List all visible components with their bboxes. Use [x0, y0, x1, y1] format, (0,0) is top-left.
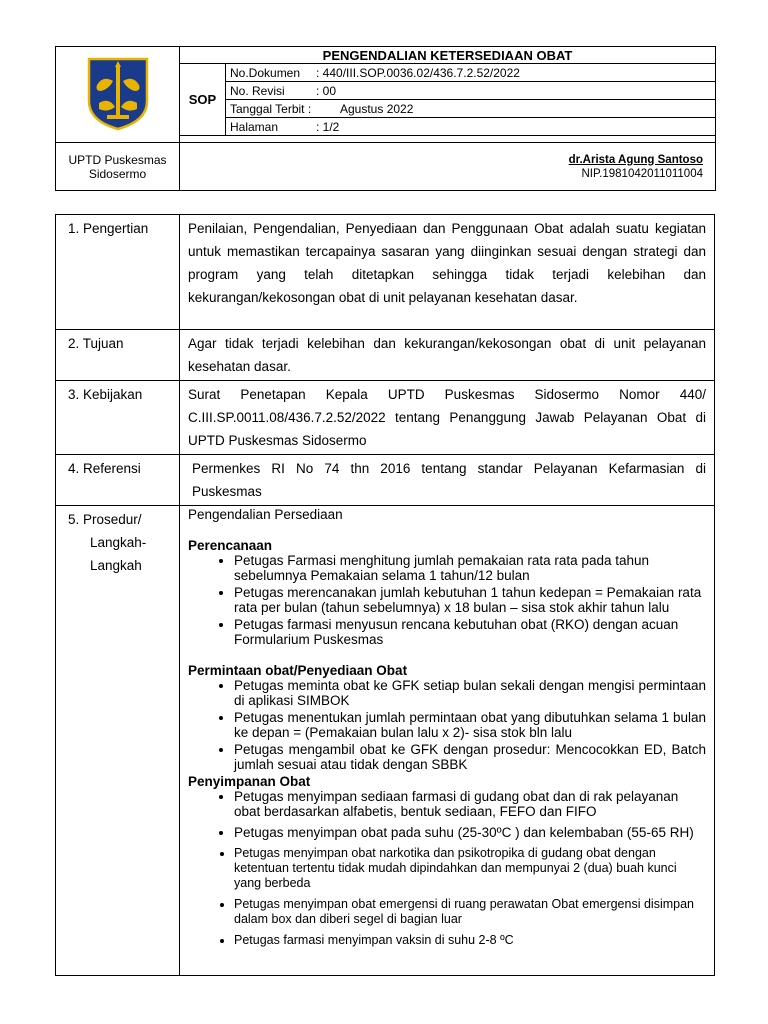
list-item: • Petugas farmasi menyusun rencana kebutuhan obat (RKO) dengan acuan Formularium Puskesmas — [234, 617, 706, 647]
permintaan-list — [188, 678, 706, 772]
signature-block — [180, 143, 716, 191]
list-item: • Petugas menyimpan sediaan farmasi di gudang obat dan di rak pelayanan obat berdasarkan alfabetis, bentuk sediaan, FEFO dan FIFO — [234, 789, 706, 819]
document-title: PENGENDALIAN KETERSEDIAAN OBAT — [180, 47, 716, 64]
label-tujuan: 2. Tujuan — [56, 330, 180, 381]
text-referensi: Permenkes RI No 74 thn 2016 tentang standar Pelayanan Kefarmasian di Puskesmas — [180, 455, 715, 506]
label-referensi: 4. Referensi — [56, 455, 180, 506]
doc-number-value: : 440/III.SOP.0036.02/436.7.2.52/2022 — [316, 65, 520, 80]
permintaan-title: Permintaan obat/Penyediaan Obat — [188, 663, 408, 678]
label-kebijakan: 3. Kebijakan — [56, 381, 180, 455]
prosedur-intro: Pengendalian Persediaan — [188, 507, 343, 522]
org-name-line1: UPTD Puskesmas — [68, 152, 167, 167]
row-kebijakan — [56, 381, 715, 455]
row-prosedur — [56, 506, 715, 976]
sop-label: SOP — [180, 64, 226, 136]
logo-cell — [56, 47, 180, 143]
list-item: • Petugas merencanakan jumlah kebutuhan 1 tahun kedepan = Pemakaian rata rata per bulan (tahun sebelumnya) x 18 bulan – sisa stok akhir tahun lalu — [234, 585, 706, 615]
penyimpanan-list — [188, 789, 706, 948]
sop-header — [55, 46, 716, 191]
page-row — [226, 118, 716, 136]
header-spacer — [180, 136, 716, 143]
org-name — [56, 143, 180, 191]
list-item: • Petugas meminta obat ke GFK setiap bulan sekali dengan mengisi permintaan di aplikasi SIMBOK — [234, 678, 706, 708]
date-label: Tanggal Terbit : — [230, 101, 312, 116]
sop-body — [55, 214, 715, 976]
perencanaan-list — [188, 553, 706, 647]
row-pengertian — [56, 215, 715, 330]
date-value: Agustus 2022 — [340, 101, 414, 116]
text-prosedur — [180, 506, 715, 976]
list-item: • Petugas menyimpan obat emergensi di ruang perawatan Obat emergensi disimpan dalam box dan diberi segel di bagian luar — [234, 897, 706, 927]
row-tujuan — [56, 330, 715, 381]
doc-number-label: No.Dokumen — [230, 65, 301, 80]
list-item: • Petugas mengambil obat ke GFK dengan prosedur: Mencocokkan ED, Batch jumlah sesuai atau tidak dengan SBBK — [234, 742, 706, 772]
page-value: : 1/2 — [316, 119, 340, 134]
signer-name: dr.Arista Agung Santoso — [568, 153, 703, 166]
surabaya-emblem-icon — [83, 55, 153, 131]
list-item: • Petugas menentukan jumlah permintaan obat yang dibutuhkan selama 1 bulan ke depan = (Pemakaian bulan lalu x 2)- sisa stok bln lalu — [234, 710, 706, 740]
page-label: Halaman — [230, 119, 279, 134]
label-prosedur-line1: 5. Prosedur/ — [68, 512, 142, 527]
perencanaan-title: Perencanaan — [188, 538, 273, 553]
org-name-line2: Sidosermo — [88, 166, 147, 181]
text-kebijakan: Surat Penetapan Kepala UPTD Puskesmas Sidosermo Nomor 440/ C.III.SP.0011.08/436.7.2.52/2022 tentang Penanggung Jawab Pelayanan Obat di UPTD Puskesmas Sidosermo — [180, 381, 715, 455]
doc-number-row — [226, 64, 716, 82]
list-item: • Petugas Farmasi menghitung jumlah pemakaian rata rata pada tahun sebelumnya Pemakaian selama 1 tahun/12 bulan — [234, 553, 706, 583]
signer-nip: NIP.1981042011011004 — [581, 167, 703, 180]
row-referensi — [56, 455, 715, 506]
label-pengertian: 1. Pengertian — [56, 215, 180, 330]
list-item: • Petugas menyimpan obat narkotika dan psikotropika di gudang obat dengan ketentuan tertentu tidak mudah dipindahkan dan mempunyai 2 (dua) buah kunci yang berbeda — [234, 846, 706, 891]
revision-label: No. Revisi — [230, 83, 285, 98]
revision-value: : 00 — [316, 83, 337, 98]
label-prosedur-line2: Langkah- — [90, 535, 147, 550]
revision-row — [226, 82, 716, 100]
text-pengertian: Penilaian, Pengendalian, Penyediaan dan Penggunaan Obat adalah suatu kegiatan untuk memastikan tercapainya sasaran yang diinginkan sesuai dengan strategi dan program yang telah ditetapkan sehingga tidak terjadi kelebihan dan kekurangan/kekosongan obat di unit pelayanan kesehatan dasar. — [180, 215, 715, 330]
label-prosedur — [56, 506, 180, 976]
date-row — [226, 100, 716, 118]
penyimpanan-title: Penyimpanan Obat — [188, 774, 311, 789]
label-prosedur-line3: Langkah — [90, 558, 142, 573]
list-item: • Petugas menyimpan obat pada suhu (25-30ºC ) dan kelembaban (55-65 RH) — [234, 825, 706, 840]
text-tujuan: Agar tidak terjadi kelebihan dan kekurangan/kekosongan obat di unit pelayanan kesehatan dasar. — [180, 330, 715, 381]
list-item: • Petugas farmasi menyimpan vaksin di suhu 2-8 ºC — [234, 933, 706, 948]
